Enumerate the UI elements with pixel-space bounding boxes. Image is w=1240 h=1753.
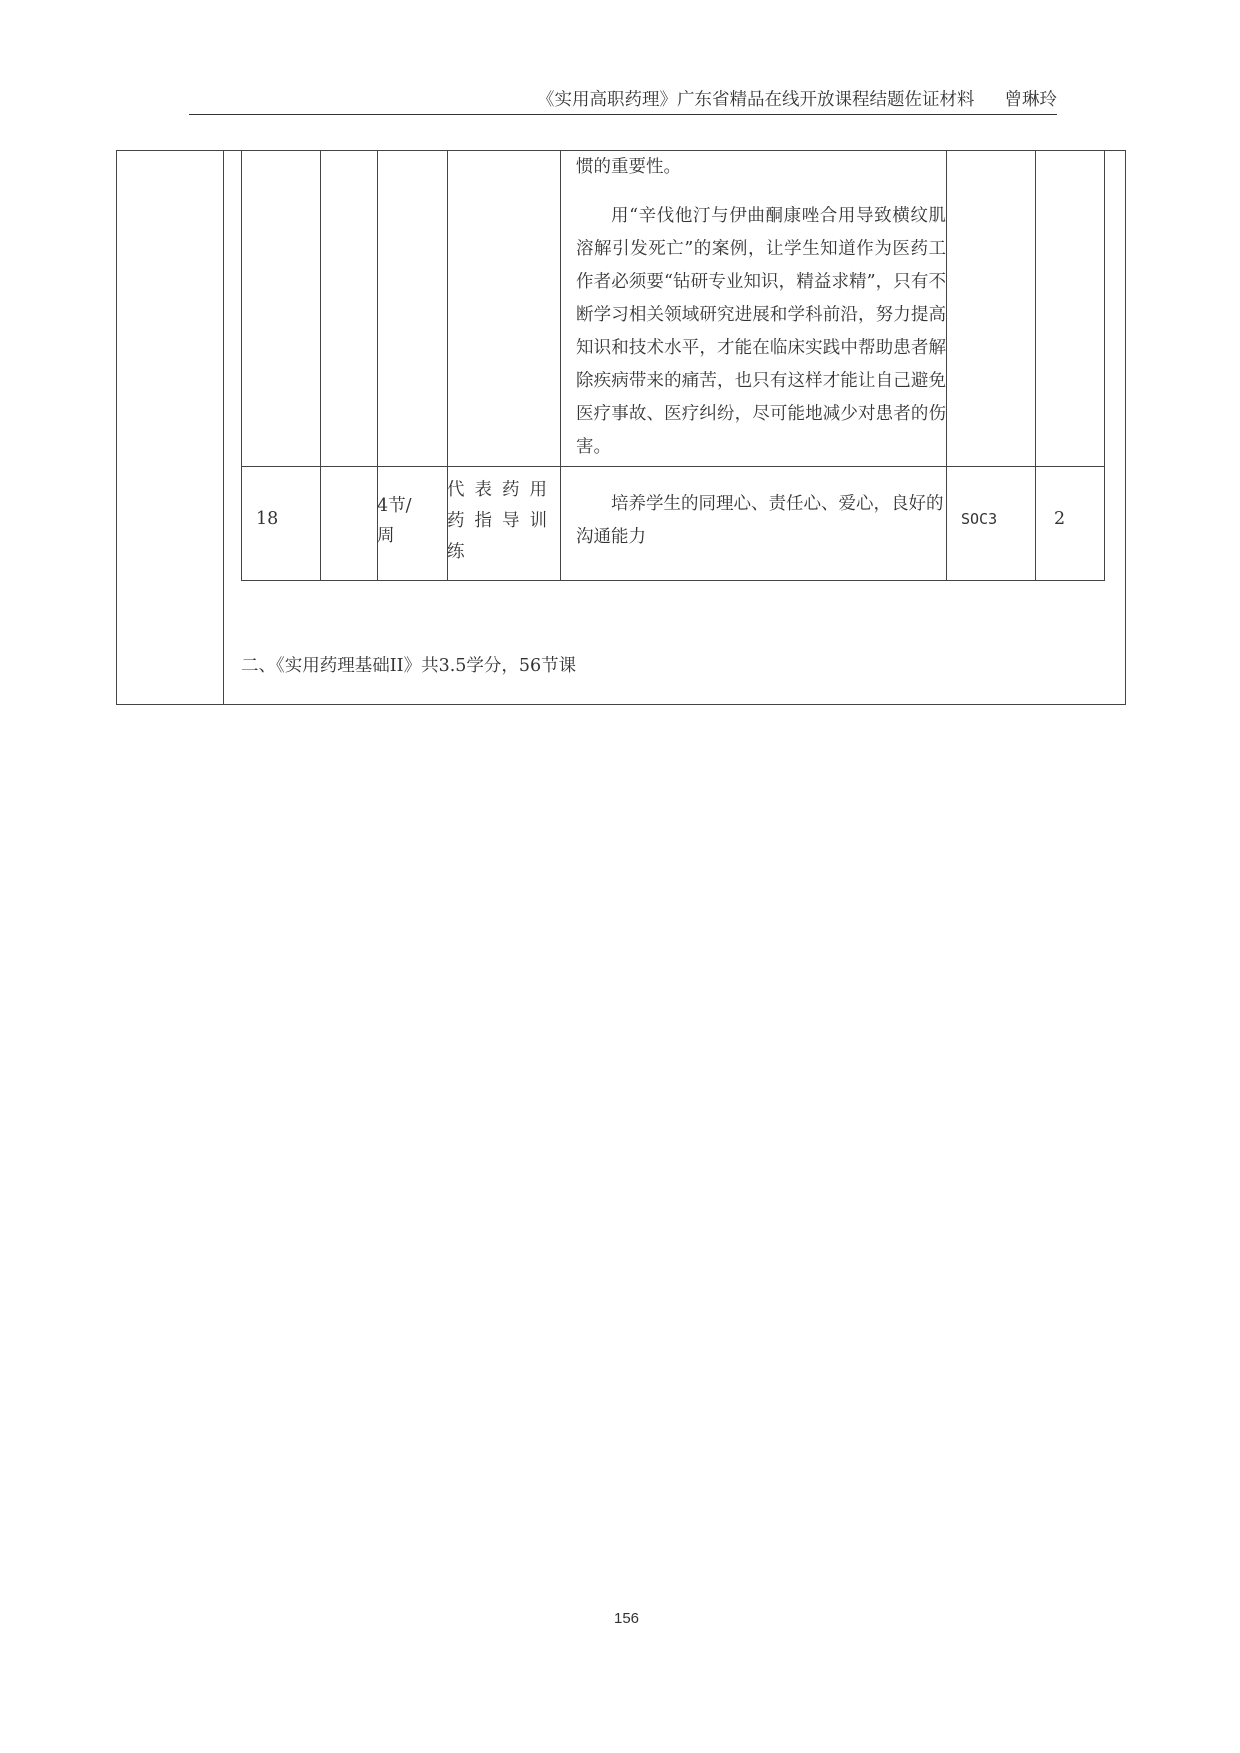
row2-content-line1: 代表药用 — [447, 480, 547, 500]
row2-goal — [576, 488, 946, 554]
column-divider — [946, 151, 947, 581]
row1-goal-paragraph: 用“辛伐他汀与伊曲酮康唑合用导致横纹肌溶解引发死亡”的案例，让学生知道作为医药工作者必须要“钻研专业知识，精益求精”，只有不断学习相关领域研究进展和学科前沿，努力提高知识和技术水平，才能在临床实践中帮助患者解除疾病带来的痛苦，也只有这样才能让自己避免医疗事故、医疗纠纷，尽可能地减少对患者的伤害。 — [576, 206, 946, 457]
page-number: 156 — [614, 1610, 640, 1627]
column-divider — [320, 151, 321, 581]
row2-goal-text: 培养学生的同理心、责任心、爱心，良好的沟通能力 — [576, 494, 944, 547]
row1-goal-cell — [576, 151, 946, 464]
outer-column-divider — [223, 151, 224, 704]
row2-content — [447, 475, 547, 568]
header-text — [537, 86, 1057, 111]
row1-goal-line1: 惯的重要性。 — [576, 157, 681, 177]
row-divider — [242, 466, 1104, 467]
header-title: 《实用高职药理》广东省精品在线开放课程结题佐证材料 — [537, 90, 975, 110]
row2-hours-line1: 4节/ — [377, 496, 412, 516]
row2-credit: 2 — [1054, 509, 1066, 529]
inner-table — [241, 151, 1105, 581]
row2-soc: SOC3 — [961, 510, 998, 528]
section-title: 二、《实用药理基础II》共3.5学分，56节课 — [241, 656, 577, 676]
row2-hours-line2: 周 — [377, 526, 395, 546]
row2-content-line3: 练 — [447, 542, 465, 562]
header-author: 曾琳玲 — [1004, 90, 1057, 110]
row2-hours — [377, 491, 437, 551]
page-header — [189, 86, 1057, 115]
column-divider — [560, 151, 561, 581]
row2-content-line2: 药指导训 — [447, 511, 547, 531]
column-divider — [1035, 151, 1036, 581]
row2-week: 18 — [256, 509, 279, 529]
